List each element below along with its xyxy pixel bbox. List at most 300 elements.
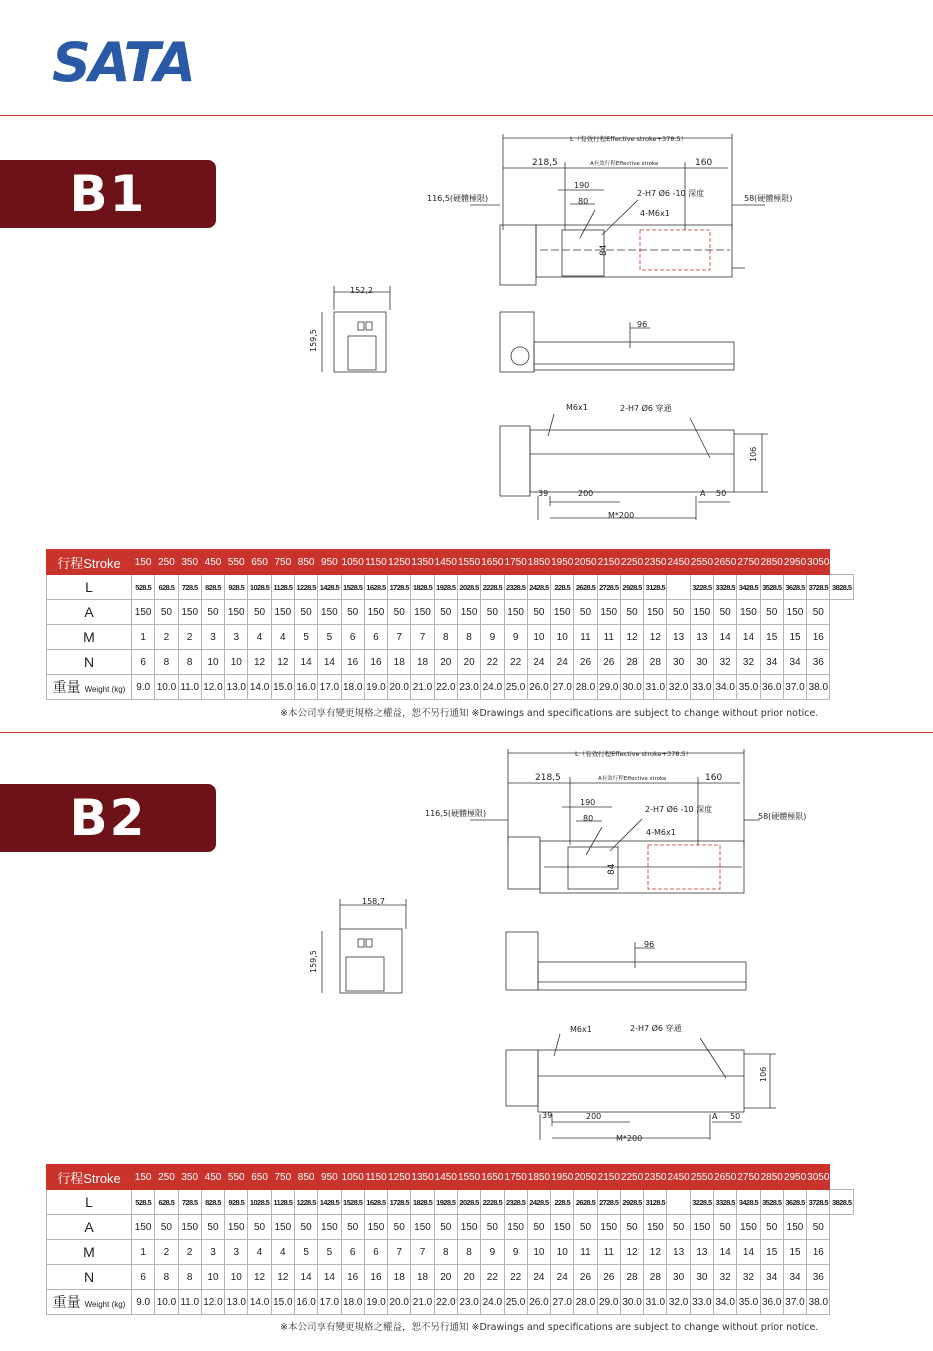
row-header-a: A — [47, 600, 132, 625]
table-cell: 928.5 — [225, 1190, 248, 1215]
table-cell: 150 — [132, 600, 155, 625]
dim-96: 96 — [644, 940, 655, 949]
table-cell: 1 — [132, 625, 155, 650]
table-row-stroke — [47, 1165, 854, 1190]
table-cell: 13.0 — [225, 1290, 248, 1315]
table-cell: 2450 — [667, 550, 690, 575]
table-cell: 2150 — [597, 550, 620, 575]
table-cell: 1450 — [434, 550, 457, 575]
table-cell: 50 — [714, 600, 737, 625]
table-cell: 750 — [271, 1165, 294, 1190]
table-cell: 38.0 — [807, 1290, 830, 1315]
dim-160: 160 — [705, 773, 723, 783]
left-limit: 116,5(硬體極限) — [427, 194, 489, 203]
dim-160: 160 — [695, 158, 713, 168]
table-cell: 50 — [434, 1215, 457, 1240]
table-row-weight — [47, 675, 854, 700]
table-cell: 1728.5 — [388, 575, 411, 600]
table-cell: 1250 — [388, 1165, 411, 1190]
table-cell: 1528.5 — [341, 1190, 364, 1215]
table-cell: 18 — [411, 650, 434, 675]
dim-96: 96 — [637, 320, 648, 329]
row-header-stroke: 行程Stroke — [47, 550, 132, 575]
table-cell: 850 — [294, 1165, 317, 1190]
table-cell: 1128.5 — [271, 575, 294, 600]
row-header-m: M — [47, 1240, 132, 1265]
table-cell: 18.0 — [341, 675, 364, 700]
table-cell: 1350 — [411, 550, 434, 575]
table-cell: 8 — [178, 650, 201, 675]
table-cell: 25.0 — [504, 1290, 527, 1315]
table-cell: 18 — [388, 1265, 411, 1290]
table-cell: 11 — [597, 625, 620, 650]
table-cell: 550 — [225, 550, 248, 575]
table-cell: 3428.5 — [737, 1190, 760, 1215]
table-cell: 6 — [341, 1240, 364, 1265]
table-cell: 50 — [527, 1215, 550, 1240]
table-cell: 150 — [225, 600, 248, 625]
table-cell: 10.0 — [155, 1290, 178, 1315]
table-cell: 2050 — [574, 1165, 597, 1190]
table-cell: 28 — [644, 1265, 667, 1290]
table-cell: 2728.5 — [597, 1190, 620, 1215]
table-cell: 2428.5 — [527, 1190, 550, 1215]
table-cell: 2250 — [620, 1165, 643, 1190]
mid-rule — [0, 732, 933, 733]
table-cell: 3828.5 — [830, 1190, 854, 1215]
table-cell: 1 — [132, 1240, 155, 1265]
dim-50: 50 — [716, 489, 727, 498]
table-cell: 828.5 — [201, 575, 224, 600]
left-limit: 116,5(硬體極限) — [425, 809, 487, 818]
table-cell: 1928.5 — [434, 575, 457, 600]
table-cell: 9 — [481, 625, 504, 650]
table-cell: 30 — [667, 650, 690, 675]
drawing-b2-end-view — [300, 893, 415, 998]
dim-218: 218,5 — [535, 773, 561, 783]
table-row-l — [47, 1190, 854, 1215]
table-cell: 628.5 — [155, 1190, 178, 1215]
table-cell: 34 — [760, 1265, 783, 1290]
table-cell: 10 — [225, 650, 248, 675]
table-cell: 1750 — [504, 1165, 527, 1190]
table-cell: 35.0 — [737, 1290, 760, 1315]
table-cell: 1628.5 — [364, 575, 387, 600]
table-cell: 17.0 — [318, 1290, 341, 1315]
table-cell: 50 — [574, 600, 597, 625]
table-cell: 2850 — [760, 1165, 783, 1190]
table-cell: 3328.5 — [714, 575, 737, 600]
table-cell: 30 — [690, 1265, 713, 1290]
table-cell: 15 — [783, 625, 806, 650]
table-cell: 14 — [318, 1265, 341, 1290]
table-cell: 7 — [411, 625, 434, 650]
table-cell: 50 — [574, 1215, 597, 1240]
table-cell: 50 — [667, 1215, 690, 1240]
table-cell: 11.0 — [178, 675, 201, 700]
table-cell: 10 — [551, 625, 574, 650]
table-cell: 10 — [201, 1265, 224, 1290]
table-cell: 12 — [620, 1240, 643, 1265]
disclaimer-note-b2: ※本公司享有變更規格之權益，恕不另行通知 ※Drawings and specifications are subject to change without prior notice. — [280, 1322, 819, 1333]
table-cell: 4 — [271, 625, 294, 650]
table-cell: 28 — [620, 1265, 643, 1290]
table-cell: 1228.5 — [294, 1190, 317, 1215]
table-cell: 2628.5 — [574, 1190, 597, 1215]
table-cell: 2950 — [783, 550, 806, 575]
table-cell: 38.0 — [807, 675, 830, 700]
table-cell: 20 — [457, 1265, 480, 1290]
table-cell: 18.0 — [341, 1290, 364, 1315]
table-cell: 15 — [760, 625, 783, 650]
table-row-n — [47, 1265, 854, 1290]
table-cell: 4 — [248, 1240, 271, 1265]
table-cell: 15.0 — [271, 1290, 294, 1315]
table-cell: 150 — [737, 1215, 760, 1240]
table-cell: 32.0 — [667, 675, 690, 700]
table-cell: 6 — [364, 625, 387, 650]
table-cell: 12 — [644, 625, 667, 650]
table-cell: 150 — [597, 1215, 620, 1240]
table-cell: 50 — [527, 600, 550, 625]
table-cell: 20.0 — [388, 675, 411, 700]
table-cell: 5 — [318, 1240, 341, 1265]
table-cell: 12 — [271, 1265, 294, 1290]
table-cell: 50 — [434, 600, 457, 625]
table-cell: 21.0 — [411, 1290, 434, 1315]
table-cell: 9 — [504, 625, 527, 650]
table-cell: 7 — [411, 1240, 434, 1265]
table-cell: 50 — [481, 1215, 504, 1240]
table-cell: 2428.5 — [527, 575, 550, 600]
table-cell: 50 — [294, 1215, 317, 1240]
table-cell: 30.0 — [620, 675, 643, 700]
table-cell: 15.0 — [271, 675, 294, 700]
dim-39: 39 — [538, 489, 549, 498]
table-cell: 528.5 — [132, 1190, 155, 1215]
table-cell: 50 — [620, 600, 643, 625]
table-cell: 350 — [178, 1165, 201, 1190]
table-cell: 22 — [481, 1265, 504, 1290]
table-cell: 36 — [807, 1265, 830, 1290]
table-cell: 1350 — [411, 1165, 434, 1190]
drawing-b1-end-view — [300, 280, 400, 380]
table-cell: 1428.5 — [318, 1190, 341, 1215]
table-cell: 150 — [411, 600, 434, 625]
table-cell: 3050 — [807, 1165, 830, 1190]
table-cell: 37.0 — [783, 675, 806, 700]
table-cell: 11 — [574, 1240, 597, 1265]
table-cell: 17.0 — [318, 675, 341, 700]
table-cell: 150 — [504, 1215, 527, 1240]
table-cell: 26.0 — [527, 1290, 550, 1315]
spec-table-b2 — [46, 1164, 854, 1315]
table-cell: 35.0 — [737, 675, 760, 700]
table-cell: 34 — [760, 650, 783, 675]
table-cell: 14.0 — [248, 675, 271, 700]
table-cell: 32 — [737, 1265, 760, 1290]
table-cell: 24 — [527, 650, 550, 675]
table-cell: 3628.5 — [783, 575, 806, 600]
table-cell: 26.0 — [527, 675, 550, 700]
table-cell: 3 — [225, 1240, 248, 1265]
table-cell: 4 — [248, 625, 271, 650]
dim-a: A有效行程Effective stroke — [598, 776, 667, 782]
table-cell: 450 — [201, 1165, 224, 1190]
bottom-m6: M6x1 — [570, 1025, 592, 1034]
table-cell: 9 — [504, 1240, 527, 1265]
table-cell: 2728.5 — [597, 575, 620, 600]
table-cell: 150 — [132, 550, 155, 575]
row-header-l: L — [47, 575, 132, 600]
table-cell: 10.0 — [155, 675, 178, 700]
table-cell: 26 — [574, 650, 597, 675]
table-cell: 15 — [783, 1240, 806, 1265]
table-row-a — [47, 600, 854, 625]
table-cell: 2950 — [783, 1165, 806, 1190]
spec-table-b1 — [46, 549, 854, 700]
table-cell: 12 — [620, 625, 643, 650]
table-cell: 14 — [294, 1265, 317, 1290]
drawing-b2-top-view — [420, 745, 820, 905]
table-cell: 1828.5 — [411, 575, 434, 600]
table-cell: 12 — [644, 1240, 667, 1265]
table-cell: 2050 — [574, 550, 597, 575]
table-cell: 1428.5 — [318, 575, 341, 600]
table-cell: 2 — [155, 625, 178, 650]
table-cell: 16.0 — [294, 1290, 317, 1315]
table-cell: 1750 — [504, 550, 527, 575]
table-cell: 750 — [271, 550, 294, 575]
table-row-weight — [47, 1290, 854, 1315]
table-cell: 8 — [457, 625, 480, 650]
dim-84: 84 — [607, 863, 617, 875]
table-cell: 150 — [690, 600, 713, 625]
end-height: 159,5 — [309, 950, 318, 973]
table-cell: 50 — [760, 1215, 783, 1240]
table-cell: 50 — [341, 1215, 364, 1240]
table-cell: 250 — [155, 550, 178, 575]
section-tag-label: B2 — [69, 789, 147, 847]
table-cell: 3528.5 — [760, 575, 783, 600]
table-cell: 10 — [527, 625, 550, 650]
table-cell: 23.0 — [457, 675, 480, 700]
dim-50: 50 — [730, 1112, 741, 1121]
table-cell: 22.0 — [434, 675, 457, 700]
table-cell: 30 — [667, 1265, 690, 1290]
table-cell: 16 — [364, 650, 387, 675]
table-cell: 33.0 — [690, 675, 713, 700]
section-tag-b2 — [0, 784, 216, 852]
section-tag-label: B1 — [69, 165, 147, 223]
dim-l: L（有效行程Effective stroke+378.5） — [575, 750, 693, 758]
table-cell: 650 — [248, 1165, 271, 1190]
table-cell: 9.0 — [132, 675, 155, 700]
table-cell: 2550 — [690, 550, 713, 575]
table-cell: 29.0 — [597, 1290, 620, 1315]
table-cell: 150 — [551, 600, 574, 625]
table-cell: 1650 — [481, 1165, 504, 1190]
table-row-a — [47, 1215, 854, 1240]
table-cell: 728.5 — [178, 1190, 201, 1215]
table-cell: 16 — [807, 1240, 830, 1265]
table-cell: 50 — [155, 1215, 178, 1240]
table-cell: 50 — [760, 600, 783, 625]
m6-note: 4-M6x1 — [640, 209, 670, 218]
table-cell: 30.0 — [620, 1290, 643, 1315]
table-cell: 2650 — [714, 550, 737, 575]
table-cell: 14 — [737, 625, 760, 650]
table-cell: 150 — [551, 1215, 574, 1240]
table-cell: 3 — [201, 625, 224, 650]
table-cell: 3 — [201, 1240, 224, 1265]
table-cell: 150 — [457, 600, 480, 625]
table-cell: 12.0 — [201, 1290, 224, 1315]
table-cell: 150 — [644, 1215, 667, 1240]
table-cell: 1028.5 — [248, 575, 271, 600]
table-cell: 12.0 — [201, 675, 224, 700]
table-cell: 3728.5 — [807, 1190, 830, 1215]
table-cell: 34.0 — [714, 1290, 737, 1315]
table-cell: 28 — [620, 650, 643, 675]
table-cell: 950 — [318, 1165, 341, 1190]
table-cell: 24 — [551, 1265, 574, 1290]
bottom-hole: 2-H7 Ø6 穿通 — [630, 1024, 682, 1033]
dim-m200: M*200 — [608, 511, 635, 520]
weight-sub-label: Weight (kg) — [84, 685, 126, 694]
table-cell: 1828.5 — [411, 1190, 434, 1215]
table-cell: 150 — [178, 1215, 201, 1240]
table-cell: 26 — [597, 650, 620, 675]
table-cell: 14 — [737, 1240, 760, 1265]
table-cell: 32 — [737, 650, 760, 675]
table-cell: 450 — [201, 550, 224, 575]
table-cell: 150 — [318, 1215, 341, 1240]
table-cell: 8 — [434, 1240, 457, 1265]
table-cell: 22 — [481, 650, 504, 675]
table-cell: 3628.5 — [783, 1190, 806, 1215]
row-header-l: L — [47, 1190, 132, 1215]
row-header-weight — [47, 1290, 132, 1315]
table-cell: 2028.5 — [457, 575, 480, 600]
table-cell: 150 — [225, 1215, 248, 1240]
table-cell: 10 — [225, 1265, 248, 1290]
table-cell: 1528.5 — [341, 575, 364, 600]
table-cell: 10 — [527, 1240, 550, 1265]
table-cell: 10 — [551, 1240, 574, 1265]
table-cell: 150 — [644, 600, 667, 625]
table-cell: 20 — [457, 650, 480, 675]
table-cell: 19.0 — [364, 675, 387, 700]
table-cell: 5 — [294, 625, 317, 650]
table-cell: 16 — [364, 1265, 387, 1290]
table-cell: 23.0 — [457, 1290, 480, 1315]
table-cell: 150 — [318, 600, 341, 625]
table-cell: 50 — [341, 600, 364, 625]
table-cell: 850 — [294, 550, 317, 575]
table-cell: 2750 — [737, 550, 760, 575]
table-cell: 10 — [201, 650, 224, 675]
sata-logo — [52, 34, 200, 86]
table-cell: 32 — [714, 650, 737, 675]
disclaimer-note-b1: ※本公司享有變更規格之權益，恕不另行通知 ※Drawings and specifications are subject to change without prior notice. — [280, 708, 819, 719]
table-cell: 50 — [155, 600, 178, 625]
dim-l: L（有效行程Effective stroke+378.5） — [570, 135, 688, 143]
table-cell: 24 — [527, 1265, 550, 1290]
table-cell: 2750 — [737, 1165, 760, 1190]
table-cell: 3328.5 — [714, 1190, 737, 1215]
table-cell: 8 — [178, 1265, 201, 1290]
table-cell: 22.0 — [434, 1290, 457, 1315]
drawing-b2-bottom-view — [490, 1018, 780, 1148]
table-cell: 6 — [341, 625, 364, 650]
dim-218: 218,5 — [532, 158, 558, 168]
table-cell: 6 — [132, 1265, 155, 1290]
table-cell: 50 — [807, 600, 830, 625]
table-cell: 6 — [364, 1240, 387, 1265]
table-cell: 2928.5 — [620, 575, 643, 600]
table-cell: 150 — [504, 600, 527, 625]
table-cell: 2 — [178, 1240, 201, 1265]
table-cell: 27.0 — [551, 675, 574, 700]
table-cell: 32.0 — [667, 1290, 690, 1315]
dim-a: A有效行程Effective stroke — [590, 161, 659, 167]
dim-84: 84 — [599, 244, 609, 256]
dim-200: 200 — [586, 1112, 602, 1121]
table-cell: 2450 — [667, 1165, 690, 1190]
table-cell: 2928.5 — [620, 1190, 643, 1215]
dim-80: 80 — [578, 197, 589, 206]
table-cell: 28 — [644, 650, 667, 675]
table-cell: 21.0 — [411, 675, 434, 700]
table-cell: 22 — [504, 1265, 527, 1290]
weight-sub-label: Weight (kg) — [84, 1300, 126, 1309]
table-cell: 19.0 — [364, 1290, 387, 1315]
end-width: 158,7 — [362, 897, 385, 906]
table-cell: 2028.5 — [457, 1190, 480, 1215]
table-cell: 34 — [783, 650, 806, 675]
end-width: 152,2 — [350, 286, 373, 295]
table-cell: 16 — [341, 650, 364, 675]
dim-106: 106 — [749, 446, 758, 462]
table-cell: 1150 — [364, 1165, 387, 1190]
table-row-m — [47, 1240, 854, 1265]
table-cell: 650 — [248, 550, 271, 575]
table-cell: 628.5 — [155, 575, 178, 600]
table-cell: 14 — [318, 650, 341, 675]
table-cell: 29.0 — [597, 675, 620, 700]
table-cell: 150 — [364, 600, 387, 625]
table-cell: 50 — [201, 1215, 224, 1240]
table-cell: 150 — [737, 600, 760, 625]
table-cell: 3728.5 — [807, 575, 830, 600]
dim-a-bottom: A — [712, 1112, 718, 1121]
table-cell: 1950 — [551, 1165, 574, 1190]
table-cell: 13.0 — [225, 675, 248, 700]
table-cell: 1250 — [388, 550, 411, 575]
table-cell: 7 — [388, 1240, 411, 1265]
table-cell: 2250 — [620, 550, 643, 575]
table-cell: 150 — [690, 1215, 713, 1240]
dim-106: 106 — [759, 1066, 768, 1082]
table-cell: 18 — [388, 650, 411, 675]
row-header-stroke: 行程Stroke — [47, 1165, 132, 1190]
table-cell: 3428.5 — [737, 575, 760, 600]
table-cell: 30 — [690, 650, 713, 675]
table-cell: 150 — [457, 1215, 480, 1240]
table-cell: 150 — [597, 600, 620, 625]
table-cell: 8 — [457, 1240, 480, 1265]
